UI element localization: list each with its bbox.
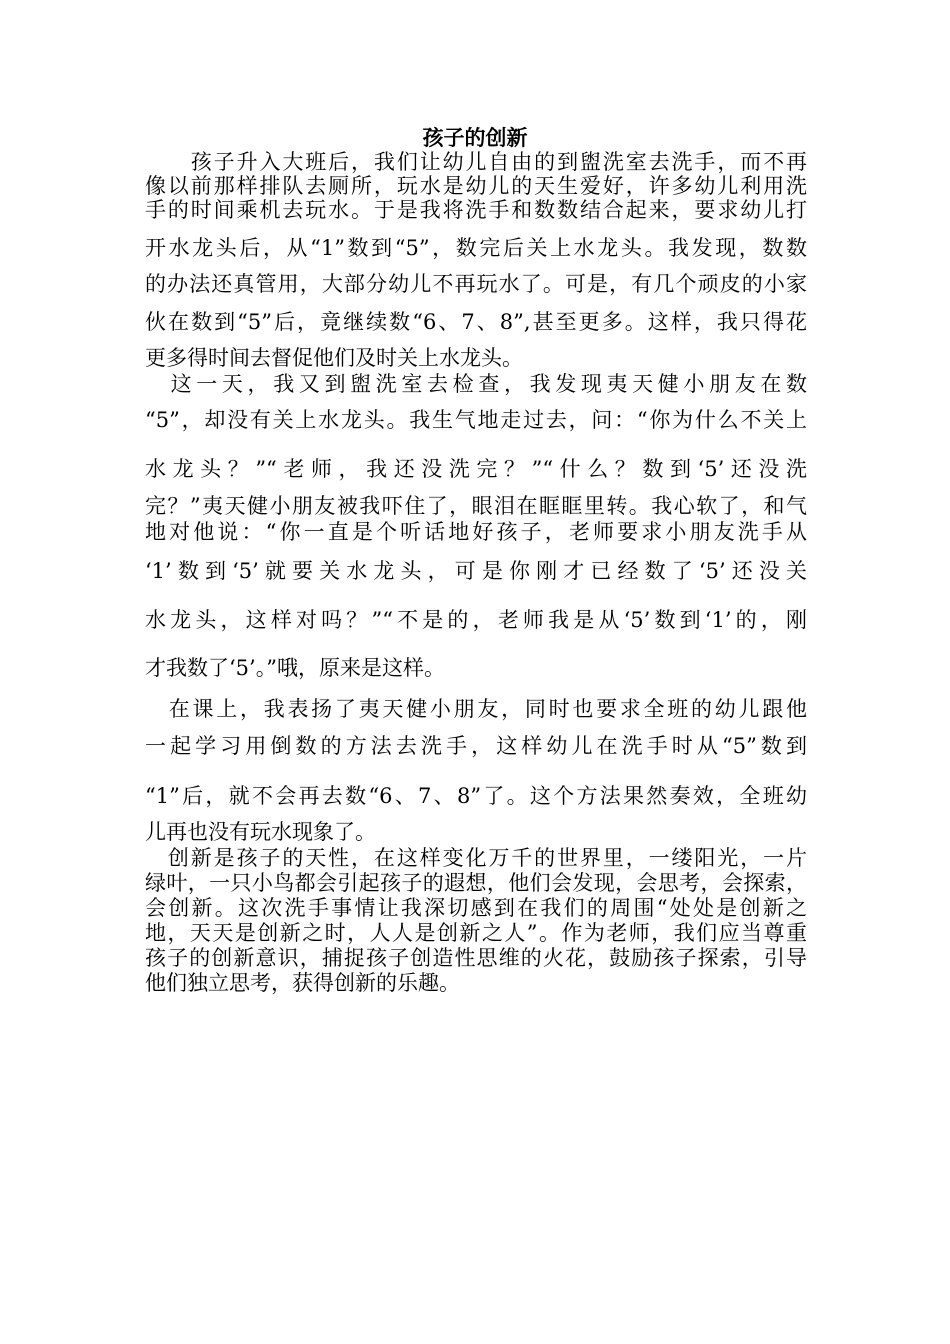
- text-line: 在课上，我表扬了夷天健小朋友，同时也要求全班的幼儿跟他: [145, 697, 807, 721]
- text-line: 孩子升入大班后，我们让幼儿自由的到盥洗室去洗手，而不再: [145, 150, 807, 174]
- text-line: 地，天天是创新之时，人人是创新之人”。作为老师，我们应当尊重: [145, 921, 807, 945]
- text-line: 这一天，我又到盥洗室去检查，我发现夷天健小朋友在数: [145, 372, 807, 396]
- text-line: “5”，却没有关上水龙头。我生气地走过去，问：“你为什么不关上: [145, 408, 807, 432]
- text-line: “1”后，就不会再去数“6、7、8”了。这个方法果然奏效，全班幼: [145, 784, 807, 808]
- text-line: 一起学习用倒数的方法去洗手，这样幼儿在洗手时从“5”数到: [145, 734, 807, 758]
- text-line: 孩子的创新意识，捕捉孩子创造性思维的火花，鼓励孩子探索，引导: [145, 946, 807, 970]
- text-line: 地对他说：“你一直是个听话地好孩子，老师要求小朋友洗手从: [145, 520, 807, 544]
- text-line: 他们独立思考，获得创新的乐趣。: [145, 971, 460, 995]
- text-line: 开水龙头后，从“1”数到“5”，数完后关上水龙头。我发现，数数: [145, 236, 807, 260]
- text-line: 的办法还真管用，大部分幼儿不再玩水了。可是，有几个顽皮的小家: [145, 272, 807, 296]
- text-line: 伙在数到“5”后，竟继续数“6、7、8”,甚至更多。这样，我只得花: [145, 310, 807, 334]
- text-line: 像以前那样排队去厕所，玩水是幼儿的天生爱好，许多幼儿利用洗: [145, 174, 807, 198]
- text-line: 才我数了‘5’。”哦，原来是这样。: [145, 656, 445, 680]
- text-line: 水龙头，这样对吗？”“不是的，老师我是从‘5’数到‘1’的，刚: [145, 608, 807, 632]
- text-line: 儿再也没有玩水现象了。: [145, 820, 376, 844]
- document-title: 孩子的创新: [422, 126, 528, 150]
- text-line: ‘1’数到‘5’就要关水龙头，可是你刚才已经数了‘5’还没关: [145, 559, 807, 583]
- text-line: 完？”夷天健小朋友被我吓住了，眼泪在眶眶里转。我心软了，和气: [145, 494, 807, 518]
- text-line: 水龙头？”“老师，我还没洗完？”“什么？数到‘5’还没洗: [145, 457, 807, 481]
- text-line: 手的时间乘机去玩水。于是我将洗手和数数结合起来，要求幼儿打: [145, 198, 807, 222]
- text-line: 更多得时间去督促他们及时关上水龙头。: [145, 346, 523, 370]
- text-line: 绿叶，一只小鸟都会引起孩子的遐想，他们会发现，会思考，会探索，: [145, 871, 807, 895]
- text-line: 会创新。这次洗手事情让我深切感到在我们的周围“处处是创新之: [145, 896, 807, 920]
- text-line: 创新是孩子的天性，在这样变化万千的世界里，一缕阳光，一片: [145, 846, 807, 870]
